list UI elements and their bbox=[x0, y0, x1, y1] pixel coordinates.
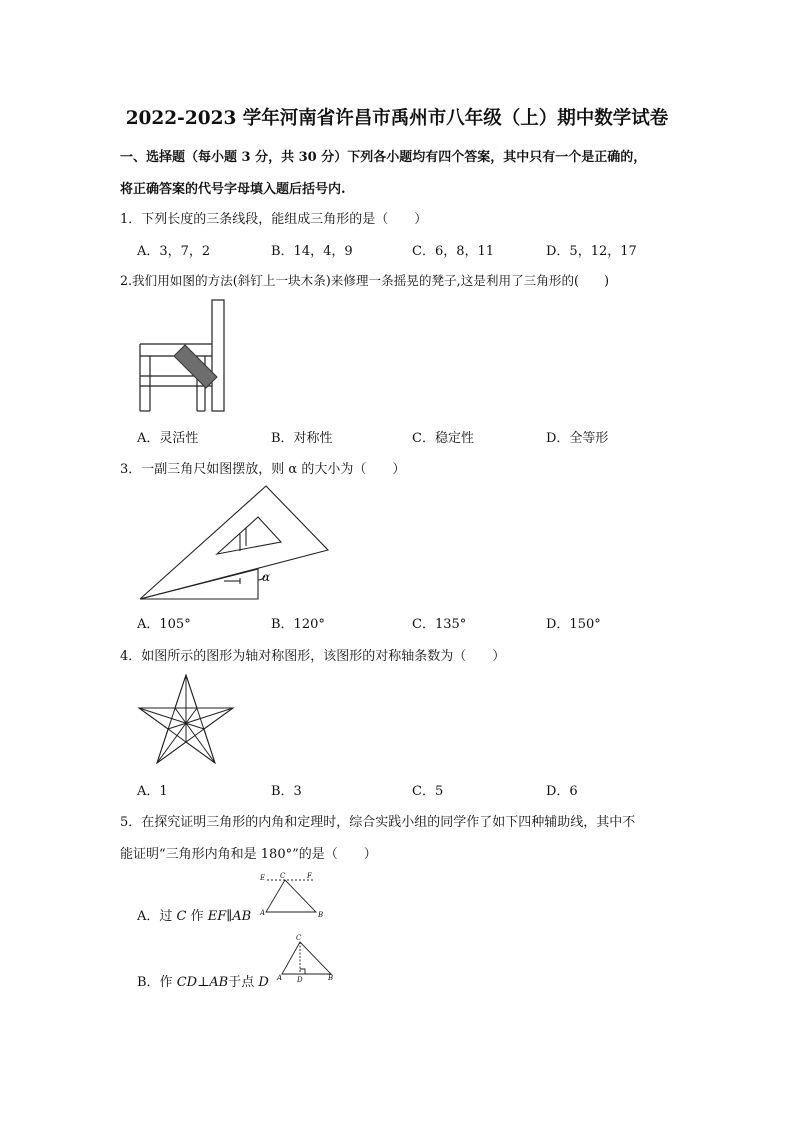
question-3-stem: 3．一副三角尺如图摆放，则 α 的大小为（ ） bbox=[120, 462, 406, 477]
triangle-figure-a bbox=[258, 869, 328, 921]
question-1-option-c: C．6，8，11 bbox=[412, 244, 495, 259]
question-1-option-d: D．5，12，17 bbox=[546, 244, 637, 259]
line-cd: CD bbox=[176, 975, 198, 990]
question-3-option-c: C．135° bbox=[412, 617, 467, 632]
question-2-option-b: B．对称性 bbox=[271, 431, 333, 446]
section-heading-line1: 一、选择题（每小题 3 分，共 30 分）下列各小题均有四个答案，其中只有一个是正确的， bbox=[120, 150, 647, 165]
set-squares-figure bbox=[138, 484, 334, 604]
question-3-option-b: B．120° bbox=[271, 617, 325, 632]
question-2-stem: 2.我们用如图的方法(斜钉上一块木条)来修理一条摇晃的凳子,这是利用了三角形的( ) bbox=[120, 273, 610, 288]
option-b-mid: 于点 bbox=[228, 975, 259, 990]
alpha-label: α bbox=[262, 570, 271, 584]
parallel-symbol: ∥ bbox=[226, 909, 233, 924]
question-4-stem: 4．如图所示的图形为轴对称图形，该图形的对称轴条数为（ ） bbox=[120, 649, 506, 664]
option-a-mid: 作 bbox=[186, 909, 208, 924]
section-heading-line2: 将正确答案的代号字母填入题后括号内. bbox=[120, 182, 346, 197]
label-a: A bbox=[260, 909, 266, 917]
question-5-option-a bbox=[137, 905, 251, 924]
line-ab-b: AB bbox=[209, 975, 229, 990]
label-d-b: D bbox=[297, 976, 303, 984]
label-c-b: C bbox=[296, 934, 302, 942]
label-e: E bbox=[260, 874, 266, 882]
star-figure bbox=[137, 673, 235, 765]
label-b-b: B bbox=[328, 974, 334, 982]
question-3-option-d: D．150° bbox=[546, 617, 601, 632]
question-5-option-b bbox=[137, 971, 269, 990]
perp-symbol: ⊥ bbox=[197, 975, 210, 990]
question-2-option-d: D．全等形 bbox=[546, 431, 609, 446]
question-1-option-a: A．3，7，2 bbox=[137, 244, 211, 259]
line-ab: AB bbox=[232, 909, 252, 924]
question-4-option-b: B．3 bbox=[271, 784, 302, 799]
point-d: D bbox=[258, 975, 269, 990]
question-3-option-a: A．105° bbox=[137, 617, 191, 632]
option-a-prefix: A．过 bbox=[137, 909, 177, 924]
question-2-option-a: A．灵活性 bbox=[137, 431, 199, 446]
stool-figure bbox=[137, 298, 229, 414]
page-title: 2022-2023 学年河南省许昌市禹州市八年级（上）期中数学试卷 bbox=[125, 108, 669, 129]
option-b-prefix: B．作 bbox=[137, 975, 177, 990]
question-4-option-a: A．1 bbox=[137, 784, 168, 799]
question-4-option-d: D．6 bbox=[546, 784, 578, 799]
label-b: B bbox=[318, 911, 324, 919]
line-ef: EF bbox=[207, 909, 227, 924]
question-4-option-c: C．5 bbox=[412, 784, 444, 799]
triangle-figure-b bbox=[276, 932, 338, 986]
question-5-stem-line1: 5．在探究证明三角形的内角和定理时，综合实践小组的同学作了如下四种辅助线，其中不 bbox=[120, 815, 636, 830]
label-a-b: A bbox=[277, 974, 283, 982]
label-f: F bbox=[307, 872, 312, 880]
label-c: C bbox=[280, 872, 286, 880]
question-1-option-b: B．14，4，9 bbox=[271, 244, 353, 259]
question-5-stem-line2: 能证明“三角形内角和是 180°”的是（ ） bbox=[120, 847, 377, 862]
question-2-option-c: C．稳定性 bbox=[412, 431, 474, 446]
point-c: C bbox=[176, 909, 187, 924]
question-1-stem: 1．下列长度的三条线段，能组成三角形的是（ ） bbox=[120, 212, 428, 227]
